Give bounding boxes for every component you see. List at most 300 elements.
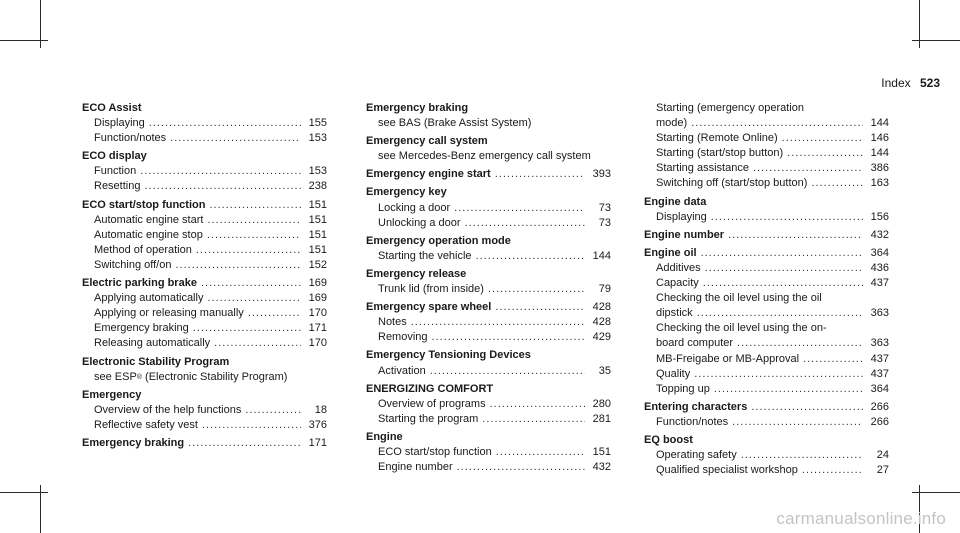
index-subentry xyxy=(366,315,611,330)
index-entry xyxy=(366,101,611,131)
entry-text: Engine data xyxy=(644,195,707,208)
entry-text: Notes xyxy=(378,316,407,329)
subentry-text xyxy=(378,445,492,460)
leader-dots xyxy=(202,418,301,433)
index-subentry xyxy=(82,228,327,243)
index-subentry xyxy=(644,448,889,463)
subentry-text xyxy=(656,448,737,463)
subentry-text xyxy=(378,282,484,297)
registered-mark: ® xyxy=(136,373,142,381)
entry-text: Emergency Tensioning Devices xyxy=(366,349,531,362)
index-entry xyxy=(366,185,611,230)
leader-dots xyxy=(811,176,863,191)
entry-text: Automatic engine start xyxy=(94,213,204,226)
entry-text: Switching off/on xyxy=(94,258,172,271)
page-ref: 386 xyxy=(870,162,889,175)
page-ref: 428 xyxy=(592,316,611,329)
page-ref: 73 xyxy=(598,201,611,214)
entry-text: Capacity xyxy=(656,277,699,290)
leader-dots xyxy=(482,412,585,427)
page-ref: 437 xyxy=(870,367,889,380)
page-ref: 429 xyxy=(592,331,611,344)
subentry-text xyxy=(94,291,203,306)
index-subentry xyxy=(644,463,889,478)
entry-text: Unlocking a door xyxy=(378,216,461,229)
subentry-text xyxy=(94,336,210,351)
index-column-2 xyxy=(366,101,611,475)
leader-dots xyxy=(465,216,585,231)
entry-text: ECO Assist xyxy=(82,102,142,114)
entry-text: Emergency braking xyxy=(94,322,189,335)
page-ref: 171 xyxy=(308,436,327,449)
index-entry xyxy=(644,101,889,192)
leader-dots xyxy=(737,336,863,351)
index-entry-title xyxy=(82,198,327,213)
subentry-text xyxy=(94,306,244,321)
subentry-text xyxy=(94,213,203,228)
subentry-text xyxy=(94,418,198,433)
entry-title-text xyxy=(366,300,491,315)
entry-title-text xyxy=(366,101,468,116)
subentry-text xyxy=(94,243,192,258)
index-subentry xyxy=(644,261,889,276)
entry-text: ENERGIZING COMFORT xyxy=(366,382,494,395)
page-ref: 171 xyxy=(308,322,327,335)
leader-dots xyxy=(411,315,585,330)
index-subentry xyxy=(82,291,327,306)
page-ref: 156 xyxy=(870,210,889,223)
index-entry xyxy=(366,267,611,297)
entry-text: dipstick xyxy=(656,307,693,320)
subentry-text xyxy=(378,460,453,475)
leader-dots xyxy=(214,336,301,351)
subentry-text xyxy=(378,412,478,427)
index-entry xyxy=(366,430,611,475)
index-entry xyxy=(366,134,611,164)
index-subentry xyxy=(366,201,611,216)
index-subentry xyxy=(366,364,611,379)
page-ref: 364 xyxy=(870,382,889,395)
entry-text: ECO start/stop function xyxy=(378,445,492,458)
page-number: 523 xyxy=(919,76,940,90)
index-subentry xyxy=(644,101,889,116)
page-ref: 266 xyxy=(870,415,889,428)
leader-dots xyxy=(711,210,863,225)
page-ref: 144 xyxy=(870,117,889,130)
entry-text: see ESP xyxy=(94,370,137,383)
entry-text-suffix: (Electronic Stability Program) xyxy=(141,370,288,383)
index-subentry xyxy=(82,179,327,194)
entry-text: Emergency release xyxy=(366,267,467,280)
entry-title-text xyxy=(366,430,403,445)
leader-dots xyxy=(149,116,301,131)
leader-dots xyxy=(476,249,585,264)
subentry-text xyxy=(656,161,749,176)
leader-dots xyxy=(175,258,301,273)
page-ref: 151 xyxy=(308,228,327,241)
index-entry-title xyxy=(82,149,327,164)
index-entry-title xyxy=(644,228,889,243)
subentry-text xyxy=(656,382,710,397)
index-entry-title xyxy=(366,267,611,282)
subentry-text xyxy=(656,101,804,116)
entry-text: Emergency key xyxy=(366,186,447,199)
crop-mark xyxy=(912,492,960,493)
index-subentry xyxy=(82,321,327,336)
entry-text: Operating safety xyxy=(656,449,737,462)
leader-dots xyxy=(207,213,301,228)
subentry-text xyxy=(656,210,707,225)
entry-text: Engine number xyxy=(644,228,725,241)
leader-dots xyxy=(694,367,863,382)
watermark: carmanualsonline.info xyxy=(776,509,946,528)
index-subentry xyxy=(82,370,327,385)
subentry-text xyxy=(656,131,778,146)
entry-text: Locking a door xyxy=(378,201,451,214)
page-ref: 151 xyxy=(592,445,611,458)
index-entry xyxy=(366,167,611,182)
index-subentry xyxy=(366,460,611,475)
leader-dots xyxy=(140,164,301,179)
index-entry-title xyxy=(366,134,611,149)
subentry-text xyxy=(656,463,798,478)
leader-dots xyxy=(495,300,585,315)
header-label: Index xyxy=(881,76,911,90)
index-entry xyxy=(644,400,889,430)
index-entry xyxy=(82,101,327,146)
index-entry-title xyxy=(366,234,611,249)
subentry-text xyxy=(94,116,145,131)
page-ref: 169 xyxy=(308,277,327,290)
entry-text: Engine xyxy=(366,430,403,443)
page-header xyxy=(881,76,940,90)
subentry-text xyxy=(656,321,827,336)
crop-mark xyxy=(0,492,48,493)
entry-text: Electronic Stability Program xyxy=(82,355,230,368)
subentry-text xyxy=(378,116,531,131)
entry-text: Applying automatically xyxy=(94,292,204,305)
page-ref: 437 xyxy=(870,352,889,365)
index-entry-title xyxy=(366,382,611,397)
index-subentry xyxy=(366,116,611,131)
entry-title-text xyxy=(366,167,491,182)
index-subentry xyxy=(644,336,889,351)
entry-text: Emergency call system xyxy=(366,135,488,148)
index-column-3 xyxy=(644,101,889,478)
index-subentry xyxy=(644,415,889,430)
page-ref: 170 xyxy=(308,337,327,350)
subentry-text xyxy=(378,397,486,412)
index-subentry xyxy=(644,161,889,176)
page-ref: 280 xyxy=(592,397,611,410)
entry-title-text xyxy=(644,228,724,243)
entry-text: Electric parking brake xyxy=(82,277,197,290)
index-subentry xyxy=(644,291,889,306)
subentry-text xyxy=(656,116,687,131)
leader-dots xyxy=(193,321,301,336)
entry-text: Displaying xyxy=(656,210,707,223)
page-ref: 393 xyxy=(592,168,611,181)
page-ref: 363 xyxy=(870,307,889,320)
leader-dots xyxy=(430,364,585,379)
index-entry-title xyxy=(366,300,611,315)
page-ref: 151 xyxy=(308,243,327,256)
leader-dots xyxy=(753,161,863,176)
entry-title-text xyxy=(644,433,693,448)
page-ref: 144 xyxy=(870,147,889,160)
crop-mark xyxy=(912,40,960,41)
crop-mark xyxy=(0,40,48,41)
subentry-text xyxy=(94,321,189,336)
index-subentry xyxy=(644,306,889,321)
index-subentry xyxy=(366,216,611,231)
entry-text: Checking the oil level using the oil xyxy=(656,292,822,305)
entry-text: Engine oil xyxy=(644,246,697,259)
leader-dots xyxy=(782,131,863,146)
subentry-text xyxy=(378,216,461,231)
entry-text: Entering characters xyxy=(644,400,748,413)
page-ref: 238 xyxy=(308,180,327,193)
leader-dots xyxy=(245,403,301,418)
page-ref: 18 xyxy=(314,403,327,416)
page-ref: 79 xyxy=(598,283,611,296)
leader-dots xyxy=(432,330,585,345)
index-subentry xyxy=(366,397,611,412)
subentry-text xyxy=(378,364,426,379)
leader-dots xyxy=(496,445,585,460)
index-entry xyxy=(82,388,327,433)
subentry-text xyxy=(94,258,171,273)
page-ref: 436 xyxy=(870,261,889,274)
leader-dots xyxy=(728,228,863,243)
index-entry xyxy=(82,198,327,273)
index-entry-title xyxy=(644,246,889,261)
subentry-text xyxy=(656,306,693,321)
entry-text: MB-Freigabe or MB-Approval xyxy=(656,352,800,365)
index-entry xyxy=(644,195,889,225)
index-subentry xyxy=(366,149,611,164)
index-entry-title xyxy=(644,433,889,448)
index-entry xyxy=(366,300,611,345)
entry-title-text xyxy=(366,348,531,363)
entry-title-text xyxy=(644,246,697,261)
index-entry xyxy=(644,246,889,397)
index-subentry xyxy=(82,258,327,273)
entry-text: Emergency operation mode xyxy=(366,234,511,247)
page-ref: 151 xyxy=(308,198,327,211)
index-entry-title xyxy=(366,167,611,182)
entry-text: see Mercedes-Benz emergency call system xyxy=(378,150,591,163)
page-ref: 153 xyxy=(308,165,327,178)
index-subentry xyxy=(644,210,889,225)
entry-text: Starting (start/stop button) xyxy=(656,147,784,160)
page-ref: 432 xyxy=(870,228,889,241)
index-entry-title xyxy=(366,348,611,363)
entry-text: Engine number xyxy=(378,461,453,474)
entry-text: Automatic engine stop xyxy=(94,228,203,241)
index-subentry xyxy=(82,418,327,433)
subentry-text xyxy=(94,131,166,146)
index-subentry xyxy=(644,367,889,382)
entry-title-text xyxy=(82,101,142,116)
leader-dots xyxy=(701,246,863,261)
entry-text: Activation xyxy=(378,364,426,377)
page-ref: 155 xyxy=(308,117,327,130)
entry-text: see BAS (Brake Assist System) xyxy=(378,117,532,130)
entry-text: Overview of programs xyxy=(378,397,486,410)
leader-dots xyxy=(207,228,301,243)
leader-dots xyxy=(454,201,585,216)
leader-dots xyxy=(703,276,863,291)
subentry-text xyxy=(656,291,822,306)
page-ref: 432 xyxy=(592,461,611,474)
subentry-text xyxy=(656,367,690,382)
entry-text: Releasing automatically xyxy=(94,337,211,350)
subentry-text xyxy=(94,164,136,179)
entry-text: Switching off (start/stop button) xyxy=(656,177,808,190)
leader-dots xyxy=(751,400,863,415)
leader-dots xyxy=(457,460,585,475)
entry-title-text xyxy=(82,436,184,451)
index-entry xyxy=(644,433,889,478)
leader-dots xyxy=(803,352,863,367)
leader-dots xyxy=(170,131,301,146)
entry-text: Additives xyxy=(656,261,701,274)
index-entry-title xyxy=(82,276,327,291)
index-entry xyxy=(82,355,327,385)
index-entry-title xyxy=(82,388,327,403)
page-ref: 376 xyxy=(308,418,327,431)
index-subentry xyxy=(644,131,889,146)
index-subentry xyxy=(366,412,611,427)
entry-text: Applying or releasing manually xyxy=(94,307,244,320)
entry-text: Emergency xyxy=(82,388,142,401)
entry-title-text xyxy=(82,198,205,213)
index-subentry xyxy=(644,276,889,291)
entry-text: Removing xyxy=(378,331,428,344)
leader-dots xyxy=(188,436,301,451)
leader-dots xyxy=(196,243,301,258)
index-entry-title xyxy=(82,355,327,370)
page-ref: 24 xyxy=(876,449,889,462)
entry-title-text xyxy=(644,195,706,210)
page-ref: 428 xyxy=(592,301,611,314)
subentry-text xyxy=(656,276,699,291)
index-subentry xyxy=(82,306,327,321)
index-subentry xyxy=(366,330,611,345)
leader-dots xyxy=(714,382,863,397)
index-subentry xyxy=(644,146,889,161)
page-ref: 152 xyxy=(308,258,327,271)
page-ref: 364 xyxy=(870,246,889,259)
entry-title-text xyxy=(366,382,493,397)
page-ref: 163 xyxy=(870,177,889,190)
index-subentry xyxy=(644,116,889,131)
index-entry-title xyxy=(82,101,327,116)
index-entry-title xyxy=(366,430,611,445)
index-column-1 xyxy=(82,101,327,451)
index-entry-title xyxy=(644,400,889,415)
subentry-text xyxy=(656,336,733,351)
entry-title-text xyxy=(82,388,141,403)
leader-dots xyxy=(144,179,301,194)
entry-text: mode) xyxy=(656,117,688,130)
entry-title-text xyxy=(82,276,197,291)
page-ref: 281 xyxy=(592,412,611,425)
subentry-text xyxy=(378,249,472,264)
subentry-text xyxy=(378,330,428,345)
entry-text: Quality xyxy=(656,367,691,380)
index-entry xyxy=(82,436,327,451)
leader-dots xyxy=(201,276,301,291)
entry-title-text xyxy=(366,134,488,149)
index-subentry xyxy=(644,352,889,367)
entry-text: Overview of the help functions xyxy=(94,403,242,416)
entry-text: Starting the program xyxy=(378,412,479,425)
entry-title-text xyxy=(644,400,747,415)
index-subentry xyxy=(82,243,327,258)
index-subentry xyxy=(644,176,889,191)
entry-title-text xyxy=(82,149,147,164)
page-ref: 151 xyxy=(308,213,327,226)
subentry-text xyxy=(656,415,728,430)
page-ref: 27 xyxy=(876,464,889,477)
subentry-text xyxy=(378,149,591,164)
entry-text: Function/notes xyxy=(656,415,729,428)
entry-text: Starting assistance xyxy=(656,162,749,175)
subentry-text xyxy=(378,315,407,330)
index-subentry xyxy=(82,116,327,131)
entry-text: Emergency braking xyxy=(82,436,185,449)
entry-text: Trunk lid (from inside) xyxy=(378,283,484,296)
leader-dots xyxy=(802,463,863,478)
index-entry-title xyxy=(366,185,611,200)
entry-text: Resetting xyxy=(94,180,141,193)
index-subentry xyxy=(82,164,327,179)
subentry-text xyxy=(656,352,799,367)
page-ref: 170 xyxy=(308,307,327,320)
subentry-text xyxy=(656,176,807,191)
subentry-text xyxy=(94,228,203,243)
entry-text: Method of operation xyxy=(94,243,192,256)
entry-text: Starting the vehicle xyxy=(378,249,472,262)
index-entry xyxy=(82,276,327,351)
index-entry-title xyxy=(644,195,889,210)
page-ref: 73 xyxy=(598,216,611,229)
leader-dots xyxy=(248,306,301,321)
entry-text: board computer xyxy=(656,337,734,350)
entry-text: Displaying xyxy=(94,117,145,130)
entry-title-text xyxy=(366,267,466,282)
entry-title-text xyxy=(82,355,229,370)
entry-text: Checking the oil level using the on- xyxy=(656,322,827,335)
subentry-text xyxy=(656,261,701,276)
subentry-text xyxy=(94,370,287,385)
index-subentry xyxy=(366,249,611,264)
index-subentry xyxy=(644,382,889,397)
entry-text: Emergency spare wheel xyxy=(366,301,492,314)
index-entry xyxy=(82,149,327,194)
entry-text: ECO display xyxy=(82,150,147,163)
index-subentry xyxy=(82,336,327,351)
subentry-text xyxy=(656,146,783,161)
entry-text: Emergency braking xyxy=(366,102,469,114)
leader-dots xyxy=(741,448,863,463)
subentry-text xyxy=(94,179,140,194)
entry-title-text xyxy=(366,185,447,200)
page-ref: 144 xyxy=(592,249,611,262)
entry-text: ECO start/stop function xyxy=(82,198,206,211)
